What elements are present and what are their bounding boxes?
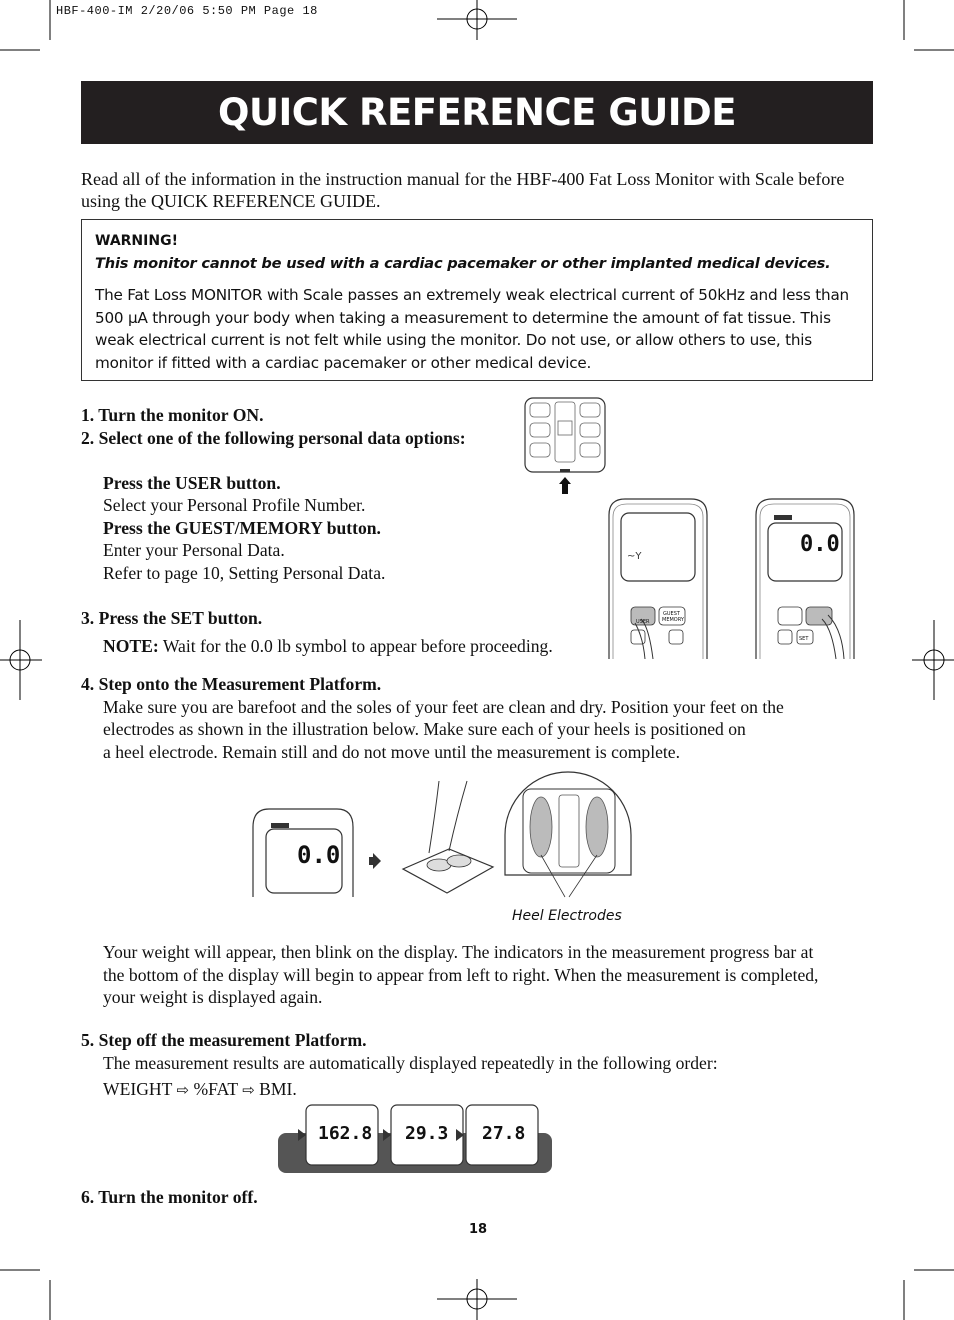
order-fat: %FAT xyxy=(193,1079,238,1099)
step-4-after-line-2: the bottom of the display will begin to appear from left to right. When the measurement is completed, xyxy=(103,964,819,985)
step-5-order xyxy=(81,1078,881,1102)
warning-body: The Fat Loss MONITOR with Scale passes an extremely weak electrical current of 50kHz and less than 500 µA through your body when taking a measurement to determine the amount of fat tissue. This weak electrical current is not felt while using the monitor. Do not use, or allow others to use, this monitor if fitted with a cardiac pacemaker or other medical device. xyxy=(95,286,849,372)
lcd-zero-readout-2: 0.0 xyxy=(297,841,341,869)
step-5-block xyxy=(81,1029,881,1102)
right-arrow-icon xyxy=(369,853,381,869)
heel-electrodes-caption: Heel Electrodes xyxy=(512,908,622,924)
step-6: 6. Turn the monitor off. xyxy=(81,1187,258,1207)
remote-guest-label: GUEST xyxy=(663,611,680,617)
result-fat: 29.3 xyxy=(405,1123,449,1144)
remote-user-label: USER xyxy=(636,619,650,625)
warning-box xyxy=(81,219,873,381)
page-number: 18 xyxy=(469,1222,488,1237)
hollow-right-arrow-icon: ⇨ xyxy=(242,1081,255,1099)
step-5-body: The measurement results are automatically displayed repeatedly in the following order: xyxy=(103,1052,718,1073)
step-4: 4. Step onto the Measurement Platform. xyxy=(81,674,382,694)
order-weight: WEIGHT xyxy=(103,1079,173,1099)
note-label: NOTE: xyxy=(103,636,159,656)
step-2-reference: Refer to page 10, Setting Personal Data. xyxy=(103,562,386,583)
step-5: 5. Step off the measurement Platform. xyxy=(81,1030,367,1050)
steps-1-3 xyxy=(81,404,601,658)
intro-paragraph: Read all of the information in the instruction manual for the HBF-400 Fat Loss Monitor with Scale before using the QUICK REFERENCE GUIDE. xyxy=(81,169,845,211)
hollow-right-arrow-icon: ⇨ xyxy=(176,1081,190,1099)
note-text: Wait for the 0.0 lb symbol to appear before proceeding. xyxy=(158,636,553,656)
results-sequence-illustration xyxy=(278,1103,553,1175)
result-bmi: 27.8 xyxy=(482,1123,526,1144)
remote-set-label: SET xyxy=(799,636,809,642)
step-4-after-line-1: Your weight will appear, then blink on the display. The indicators in the measurement progress bar at xyxy=(103,942,814,962)
step-4-after xyxy=(81,941,886,1009)
warning-title: WARNING! xyxy=(95,233,178,249)
scale-top-view-illustration xyxy=(524,397,606,497)
step-2-user-body: Select your Personal Profile Number. xyxy=(103,495,366,515)
svg-text:~Y: ~Y xyxy=(627,551,642,562)
step-4-block xyxy=(81,673,881,763)
step-2: 2. Select one of the following personal data options: xyxy=(81,427,466,448)
step-4-illustration xyxy=(253,775,635,900)
remote-guest-illustration xyxy=(752,497,858,659)
print-slug: HBF-400-IM 2/20/06 5:50 PM Page 18 xyxy=(56,4,318,18)
step-2-user-head: Press the USER button. xyxy=(103,472,281,493)
step-4-line-1: Make sure you are barefoot and the soles of your feet are clean and dry. Position your feet on the xyxy=(103,696,784,717)
up-arrow-icon xyxy=(559,477,571,494)
step-3-note xyxy=(81,635,601,658)
warning-subtitle: This monitor cannot be used with a cardiac pacemaker or other implanted medical devices. xyxy=(95,254,831,272)
lcd-zero-readout: 0.0 xyxy=(800,532,840,557)
step-3: 3. Press the SET button. xyxy=(81,607,263,628)
result-weight: 162.8 xyxy=(318,1123,373,1144)
step-4-after-line-3: your weight is displayed again. xyxy=(103,987,323,1007)
step-4-line-3: a heel electrode. Remain still and do not move until the measurement is complete. xyxy=(103,741,681,762)
step-4-line-2: electrodes as shown in the illustration below. Make sure each of your heels is positioned on xyxy=(103,719,746,739)
remote-memory-label: MEMORY xyxy=(662,617,684,623)
page-title: QUICK REFERENCE GUIDE xyxy=(81,81,873,144)
remote-user-illustration xyxy=(605,497,711,659)
step-2-guest-body: Enter your Personal Data. xyxy=(103,540,285,560)
step-1: 1. Turn the monitor ON. xyxy=(81,405,264,425)
order-bmi: BMI. xyxy=(259,1079,297,1099)
step-2-guest-head: Press the GUEST/MEMORY button. xyxy=(103,517,381,538)
